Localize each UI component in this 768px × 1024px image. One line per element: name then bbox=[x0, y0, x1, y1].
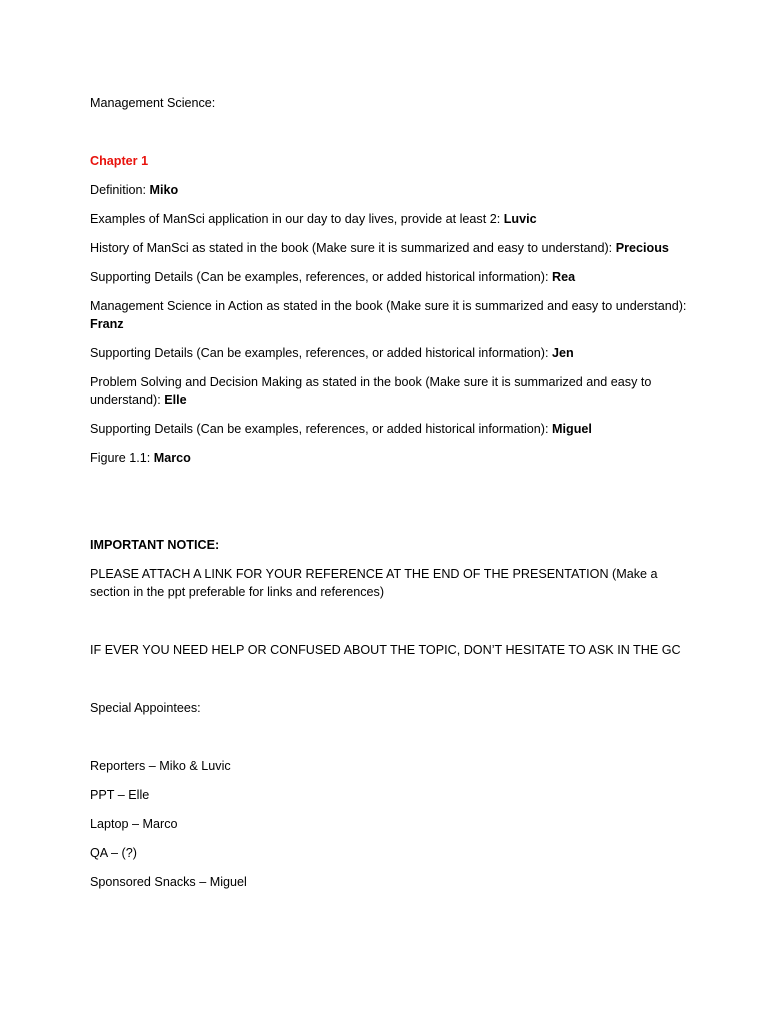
task-item bbox=[90, 449, 690, 467]
task-label: Examples of ManSci application in our day to day lives, provide at least 2: bbox=[90, 212, 504, 226]
task-assignee: Franz bbox=[90, 317, 124, 331]
notice-body: PLEASE ATTACH A LINK FOR YOUR REFERENCE AT THE END OF THE PRESENTATION (Make a section in the ppt preferable for links and references) bbox=[90, 567, 658, 599]
task-assignee: Elle bbox=[164, 393, 187, 407]
task-label: Management Science in Action as stated in the book (Make sure it is summarized and easy to understand): bbox=[90, 299, 687, 313]
task-item bbox=[90, 297, 690, 333]
task-label: Supporting Details (Can be examples, references, or added historical information): bbox=[90, 270, 553, 284]
chapter-heading: Chapter 1 bbox=[90, 154, 149, 168]
task-assignee: Marco bbox=[153, 451, 191, 465]
task-item bbox=[90, 239, 690, 257]
appointee-item: PPT – Elle bbox=[90, 788, 150, 802]
task-item bbox=[90, 210, 690, 228]
task-assignee: Jen bbox=[552, 346, 574, 360]
appointee-item: Sponsored Snacks – Miguel bbox=[90, 875, 247, 889]
task-assignee: Miguel bbox=[552, 422, 592, 436]
help-text: IF EVER YOU NEED HELP OR CONFUSED ABOUT THE TOPIC, DON’T HESITATE TO ASK IN THE GC bbox=[90, 643, 681, 657]
task-label: Supporting Details (Can be examples, references, or added historical information): bbox=[90, 346, 553, 360]
task-item bbox=[90, 420, 690, 438]
task-label: Figure 1.1: bbox=[90, 451, 154, 465]
task-label: Definition: bbox=[90, 183, 150, 197]
task-item bbox=[90, 181, 690, 199]
notice-title: IMPORTANT NOTICE: bbox=[90, 538, 220, 552]
task-assignee: Luvic bbox=[503, 212, 537, 226]
task-assignee: Rea bbox=[552, 270, 576, 284]
appointees-title: Special Appointees: bbox=[90, 701, 201, 715]
task-item bbox=[90, 268, 690, 286]
appointee-item: Laptop – Marco bbox=[90, 817, 178, 831]
task-label: History of ManSci as stated in the book (Make sure it is summarized and easy to understand): bbox=[90, 241, 616, 255]
appointee-item: Reporters – Miko & Luvic bbox=[90, 759, 231, 773]
task-assignee: Miko bbox=[149, 183, 179, 197]
task-item bbox=[90, 373, 690, 409]
document-heading: Management Science: bbox=[90, 96, 216, 110]
task-assignee: Precious bbox=[615, 241, 669, 255]
task-item bbox=[90, 344, 690, 362]
task-label: Supporting Details (Can be examples, references, or added historical information): bbox=[90, 422, 553, 436]
appointee-item: QA – (?) bbox=[90, 846, 137, 860]
document-body bbox=[90, 94, 690, 902]
task-label: Problem Solving and Decision Making as stated in the book (Make sure it is summarized and easy to understand): bbox=[90, 375, 652, 407]
